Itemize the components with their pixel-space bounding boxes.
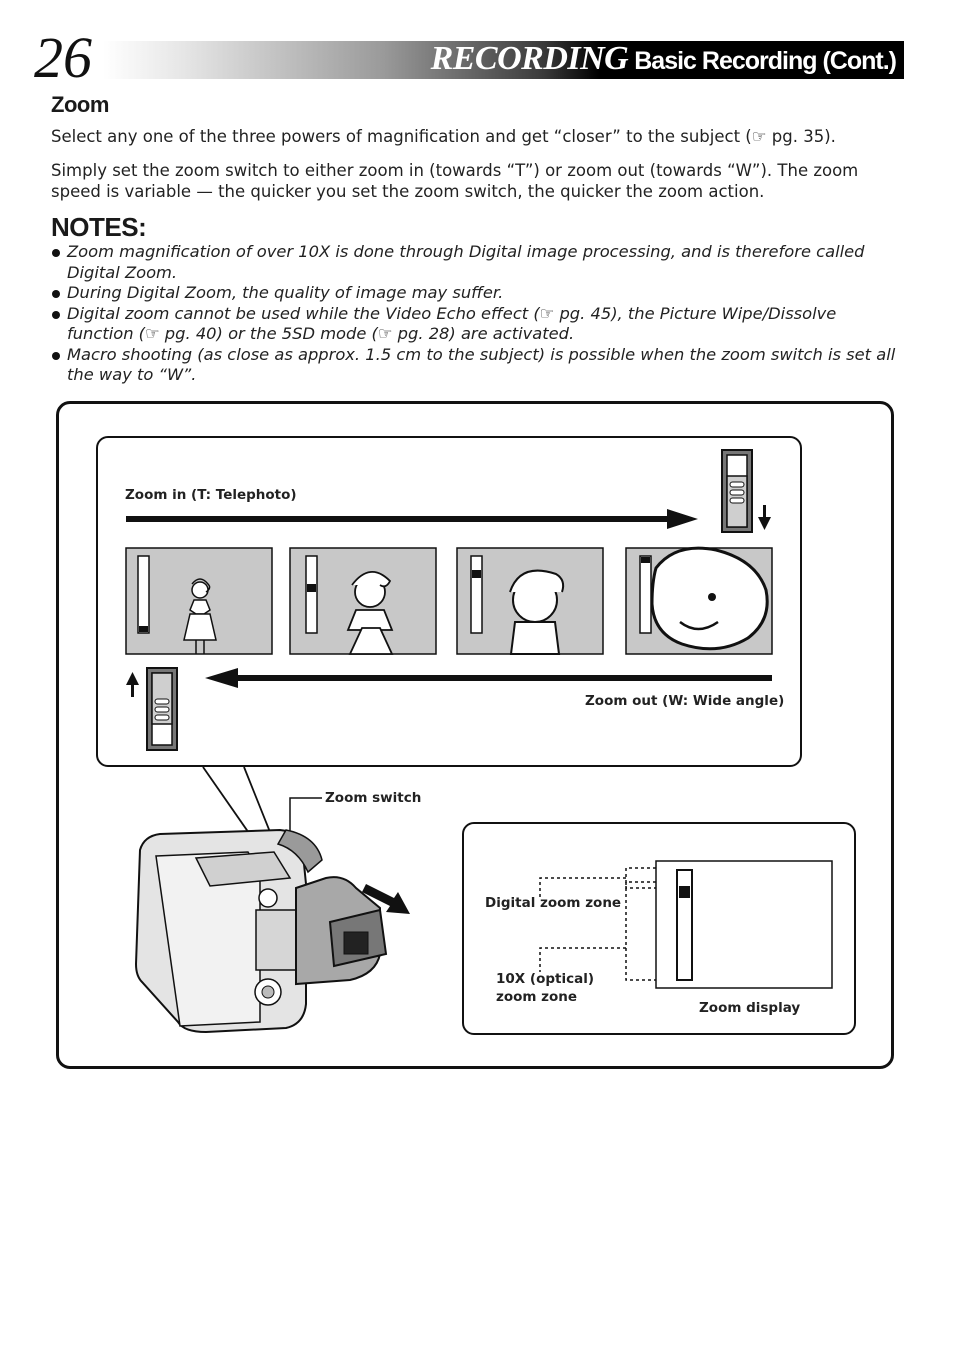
page-number: 26 (34, 25, 92, 90)
zoom-display-label: Zoom display (699, 1000, 801, 1016)
bullet-icon (52, 352, 60, 360)
note-item (51, 345, 899, 386)
zoom-paragraph-1: Select any one of the three powers of magnification and get “closer” to the subject (☞ pg. 35). (51, 127, 836, 146)
note-item (51, 242, 899, 283)
note-text: During Digital Zoom, the quality of image may suffer. (67, 283, 504, 302)
section-title: RECORDING (430, 40, 629, 77)
zoom-in-label: Zoom in (T: Telephoto) (125, 487, 297, 503)
note-text: Digital zoom cannot be used while the Video Echo effect (☞ pg. 45), the Picture Wipe/Dissolve function (☞ pg. 40) or the 5SD mode (☞ pg. 28) are activated. (67, 303, 837, 343)
note-item (51, 283, 899, 304)
bullet-icon (52, 290, 60, 298)
notes-list (51, 242, 899, 386)
header-title (431, 40, 896, 78)
bullet-icon (52, 311, 60, 319)
zoom-switch-label: Zoom switch (325, 790, 422, 806)
zoom-out-label: Zoom out (W: Wide angle) (585, 693, 785, 709)
note-item (51, 304, 899, 345)
zoom-paragraph-2: Simply set the zoom switch to either zoom in (towards “T”) or zoom out (towards “W”). The zoom speed is variable — the quicker you set the zoom switch, the quicker the zoom action. (51, 161, 859, 201)
digital-zone-label: Digital zoom zone (485, 895, 622, 911)
zoom-heading: Zoom (51, 92, 109, 117)
note-text: Zoom magnification of over 10X is done through Digital image processing, and is therefore called Digital Zoom. (67, 242, 865, 282)
section-subtitle: Basic Recording (Cont.) (634, 47, 896, 75)
optical-zone-label-2: zoom zone (496, 989, 578, 1005)
note-text: Macro shooting (as close as approx. 1.5 cm to the subject) is possible when the zoom switch is set all the way to “W”. (67, 344, 896, 384)
bullet-icon (52, 249, 60, 257)
optical-zone-label-1: 10X (optical) (496, 971, 594, 987)
notes-heading: NOTES: (51, 212, 147, 242)
